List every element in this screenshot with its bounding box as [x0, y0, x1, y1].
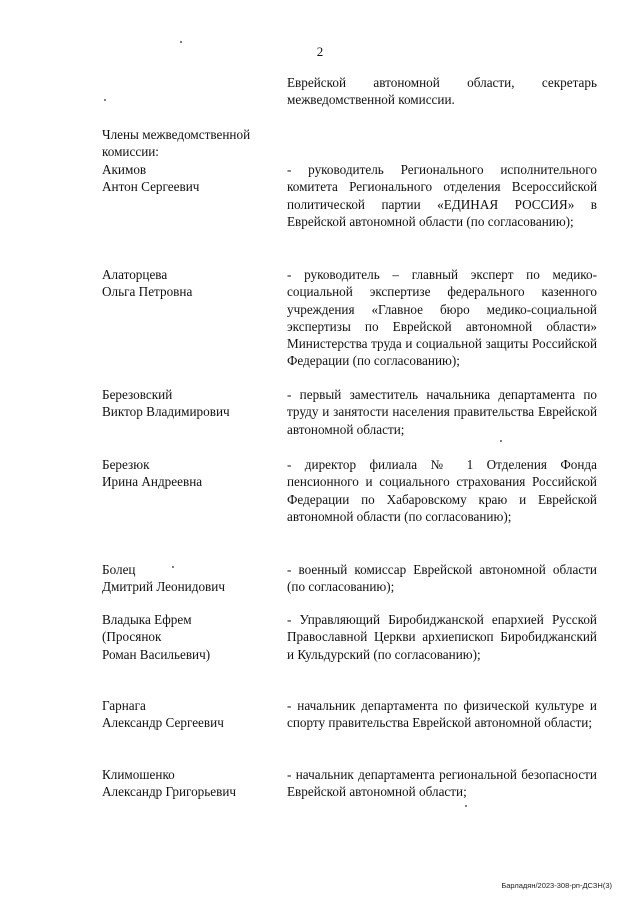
member-role: - Управляющий Биробиджанской епархией Русской Православной Церкви архиепископ Биробиджанский и Кульдурский (по согласованию); [287, 612, 597, 662]
scan-speck [465, 805, 467, 807]
member-role: - военный комиссар Еврейской автономной области (по согласованию); [287, 562, 597, 595]
member-name: Березовский Виктор Владимирович [102, 387, 230, 420]
member-name: Климошенко Александр Григорьевич [102, 767, 237, 800]
member-name: Гарнага Александр Сергеевич [102, 698, 224, 731]
member-name: Болец Дмитрий Леонидович [102, 562, 225, 595]
scan-speck [172, 566, 174, 568]
member-role: - руководитель Регионального исполнительного комитета Регионального отделения Всероссийской политической партии «ЕДИНАЯ РОССИЯ» в Еврейской автономной области (по согласованию); [287, 162, 597, 229]
scan-speck [180, 41, 182, 43]
member-name: Алаторцева Ольга Петровна [102, 267, 193, 300]
intro-text: Еврейской автономной области, секретарь межведомственной комиссии. [287, 75, 597, 108]
member-role: - директор филиала № 1 Отделения Фонда пенсионного и социального страхования Российской Федерации по Хабаровскому краю и Еврейской автономной области (по согласованию); [287, 457, 597, 524]
member-role: - первый заместитель начальника департамента по труду и занятости населения правительства Еврейской автономной области; [287, 387, 597, 437]
members-label: Члены межведомственной комиссии: [102, 127, 251, 160]
scan-speck [104, 99, 106, 101]
member-role: - начальник департамента региональной безопасности Еврейской автономной области; [287, 767, 597, 800]
member-role: - руководитель – главный эксперт по медико-социальной экспертизе федерального казенного учреждения «Главное бюро медико-социальной экспертизы по Еврейской автономной области» Министерства труда и социальной защиты Российской Федерации (по согласованию); [287, 267, 597, 369]
member-role: - начальник департамента по физической культуре и спорту правительства Еврейской автономной области; [287, 698, 597, 731]
member-name: Березюк Ирина Андреевна [102, 457, 203, 490]
page-number: 2 [316, 44, 324, 59]
scan-speck [500, 440, 502, 442]
footer-code: Барладян/2023-308-рп-ДСЗН(3) [501, 881, 612, 890]
member-name: Акимов Антон Сергеевич [102, 162, 200, 195]
member-name: Владыка Ефрем (Просянок Роман Васильевич) [102, 612, 211, 662]
